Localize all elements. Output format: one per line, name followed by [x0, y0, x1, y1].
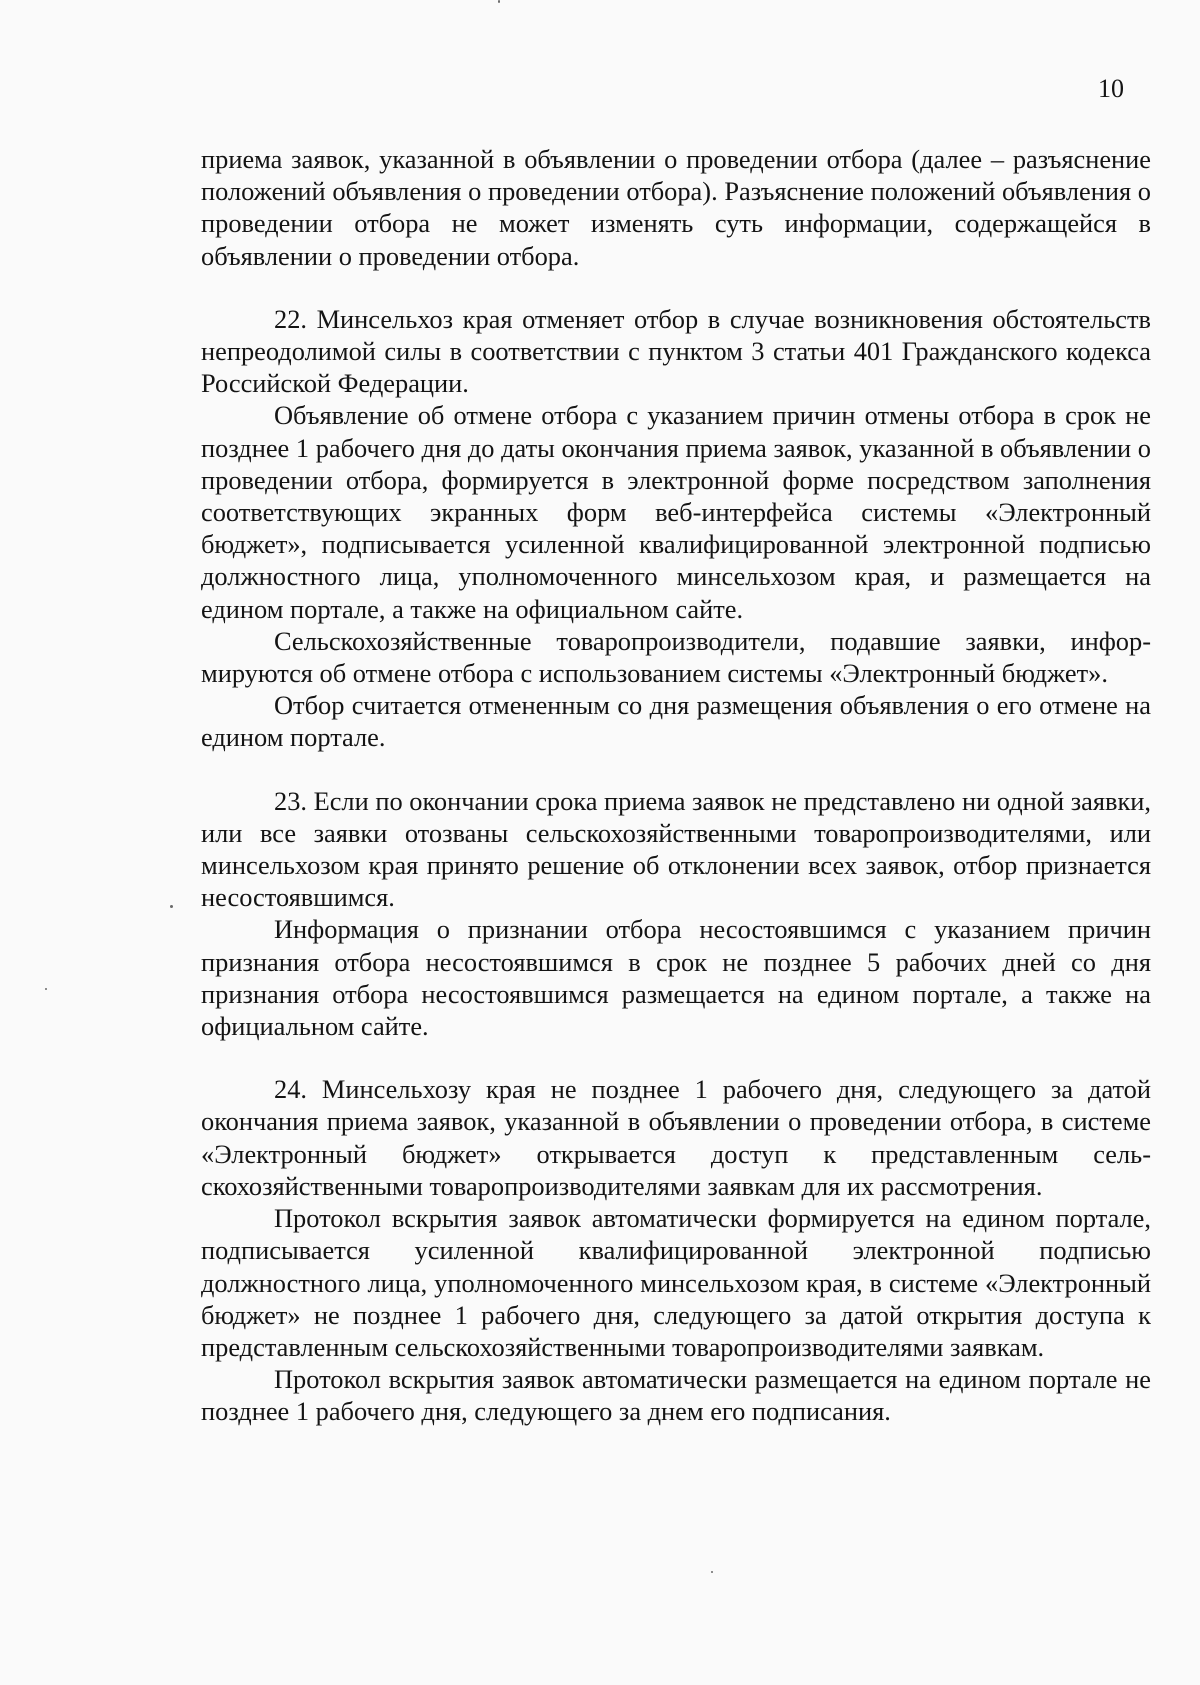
- paragraph-cancellation-date: Отбор считается отмененным со дня размещения объявления о его отмене на едином портале.: [201, 690, 1151, 753]
- scan-speck: [498, 0, 500, 3]
- scan-speck: [170, 905, 173, 908]
- paragraph-opening-protocol-formed: Протокол вскрытия заявок автоматически формируется на едином портале, подписывается усиленной квалифицированной электронной подписью должностного лица, уполномоченного минсельхозом края, в системе «Электронный бюджет» не позднее 1 рабочего дня, следующего за датой открытия доступа к представленным сельскохозяйственными товаропроизводителями заявкам.: [201, 1203, 1151, 1362]
- paragraph-clause-23: 23. Если по окончании срока приема заявок не представлено ни одной заявки, или все заявки отозваны сельскохозяйственными товаропроизводителями, или минсельхозом края принято решение об отклонении всех заявок, отбор признается несостоявшимся.: [201, 785, 1151, 913]
- scan-speck: [711, 1571, 713, 1573]
- paragraph-clause-24: 24. Минсельхозу края не позднее 1 рабочего дня, следующего за датой окончания приема заявок, указанной в объявлении о проведении отбора, в системе «Электронный бюджет» открывается доступ к представленным сельскохозяйственными товаропроизводителями заявкам для их рассмотрения.: [201, 1074, 1151, 1201]
- paragraph-cancellation-announcement: Объявление об отмене отбора с указанием причин отмены отбора в срок не позднее 1 рабочего дня до даты окончания приема заявок, указанной в объявлении о проведении отбора, формируется в электронной форме посредством заполнения соответствующих экранных форм веб-интерфейса системы «Электронный бюджет», подписывается усиленной квалифицированной электронной подписью должностного лица, уполномоченного минсельхозом края, и размещается на едином портале, а также на официальном сайте.: [201, 400, 1151, 624]
- paragraph-clause-22: 22. Минсельхоз края отменяет отбор в случае возникновения обстоятельств непреодолимой силы в соответствии с пунктом 3 статьи 401 Гражданского кодекса Российской Федерации.: [201, 303, 1151, 399]
- paragraph-applicants-notified: Сельскохозяйственные товаропроизводители, подавшие заявки, информируются об отмене отбора с использованием системы «Электронный бюджет».: [201, 625, 1151, 689]
- paragraph-failed-selection-info: Информация о признании отбора несостоявшимся с указанием причин признания отбора несостоявшимся в срок не позднее 5 рабочих дней со дня признания отбора несостоявшимся размещается на едином портале, а также на официальном сайте.: [201, 914, 1151, 1042]
- scan-speck: [45, 988, 47, 990]
- paragraph-opening-protocol-published: Протокол вскрытия заявок автоматически размещается на едином портале не позднее 1 рабочего дня, следующего за днем его подписания.: [201, 1364, 1151, 1427]
- page-number: 10: [1098, 74, 1124, 103]
- paragraph-continuation: приема заявок, указанной в объявлении о проведении отбора (далее – разъяснение положений объявления о проведении отбора). Разъяснение положений объявления о проведении отбора не может изменять суть информации, содержащейся в объявлении о проведении отбора.: [201, 144, 1151, 271]
- document-body: [201, 143, 1151, 1428]
